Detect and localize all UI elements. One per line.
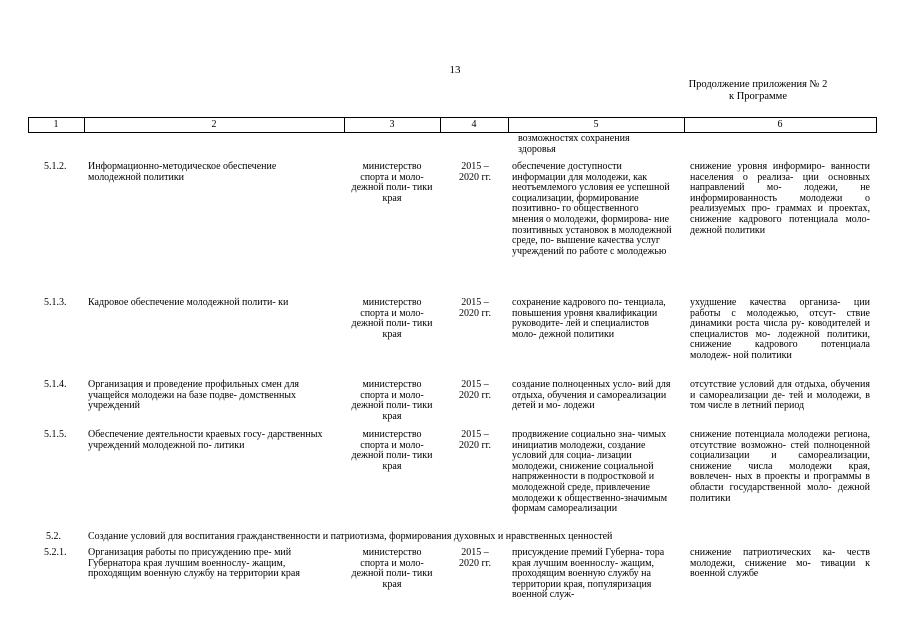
- row-name: Организация работы по присуждению пре- мий Губернатора края лучшим военнослу- жащим, проходящим военную службу на территории края: [88, 547, 300, 580]
- row-consequence: отсутствие условий для отдыха, обучения и самореализации де- тей и молодежи, в том числе в летний период: [690, 379, 870, 412]
- row-consequence: снижение потенциала молодежи региона, отсутствие возможно- стей полноценной социализации и самореализации, снижение числа молодежи края, вовлечен- ных в проекты и программы в области государственной моло- дежной политики: [690, 429, 870, 504]
- row-consequence: снижение уровня информиро- ванности населения о реализа- ции основных направлений мо- лодежи, не информированность молодежи о реализуемых про- граммах и проектах, снижение кадрового потенциала моло- дежной политики: [690, 161, 870, 236]
- row-executor: министерство спорта и моло- дежной поли- тики края: [351, 379, 433, 422]
- section-title: Создание условий для воспитания гражданственности и патриотизма, формирования духовных и нравственных ценностей: [88, 531, 613, 542]
- row-name: Организация и проведение профильных смен для учащейся молодежи на базе подве- домственных учреждений: [88, 379, 300, 412]
- header-divider: [876, 117, 877, 133]
- row-consequence: снижение патриотических ка- честв молодежи, снижение мо- тивации к военной службе: [690, 547, 870, 580]
- header-top-rule: [28, 117, 876, 118]
- carryover-text: возможностях сохранения здоровья: [518, 133, 630, 155]
- row-result: создание полноценных усло- вий для отдыха, обучения и самореализации детей и мо- лодежи: [512, 379, 671, 412]
- header-col-2: 2: [211, 119, 217, 130]
- header-col-6: 6: [777, 119, 783, 130]
- header-col-5: 5: [593, 119, 599, 130]
- section-number: 5.2.: [46, 531, 61, 542]
- continuation-heading: [640, 79, 876, 103]
- row-number: 5.2.1.: [44, 547, 67, 558]
- row-name: Информационно-методическое обеспечение молодежной политики: [88, 161, 277, 183]
- row-result: обеспечение доступности информации для молодежи, как неотъемлемого условия ее успешной социализации, формирование позитивно- го общественного мнения о молодежи, формирова- ние позитивных установок в молодежной среде, по- вышение качества услуг учреждений по работе с молодежью: [512, 161, 672, 257]
- row-result: присуждение премий Губерна- тора края лучшим военнослу- жащим, проходящим военную службу на территории края, популяризация военной служ-: [512, 547, 665, 601]
- row-result: сохранение кадрового по- тенциала, повышения уровня квалификации руководите- лей и специалистов моло- дежной политики: [512, 297, 666, 340]
- row-executor: министерство спорта и моло- дежной поли- тики края: [351, 547, 433, 590]
- row-result: продвижение социально зна- чимых инициатив молодежи, создание условий для социа- лизации молодежи, снижение социальной напряженности в подростковой и молодежной среде, привлечение молодежи к общественно-значимым формам самореализации: [512, 429, 668, 515]
- row-period: 2015 – 2020 гг.: [458, 429, 492, 451]
- page-number: 13: [449, 64, 461, 76]
- row-period: 2015 – 2020 гг.: [458, 547, 492, 569]
- row-number: 5.1.4.: [44, 379, 67, 390]
- row-number: 5.1.2.: [44, 161, 67, 172]
- row-executor: министерство спорта и моло- дежной поли- тики края: [351, 429, 433, 472]
- row-name: Обеспечение деятельности краевых госу- дарственных учреждений молодежной по- литики: [88, 429, 323, 451]
- row-name: Кадровое обеспечение молодежной полити- ки: [88, 297, 289, 308]
- row-executor: министерство спорта и моло- дежной поли- тики края: [351, 161, 433, 204]
- row-period: 2015 – 2020 гг.: [458, 297, 492, 319]
- header-bottom-rule: [28, 132, 876, 133]
- header-col-1: 1: [53, 119, 59, 130]
- row-consequence: ухудшение качества организа- ции работы с молодежью, отсут- ствие динамики роста числа ру- ководителей и специалистов мо- лодежной политики, снижение кадрового потенциала молодеж- ной политики: [690, 297, 870, 361]
- row-period: 2015 – 2020 гг.: [458, 379, 492, 401]
- continuation-line-1: Продолжение приложения № 2: [688, 79, 828, 90]
- header-col-4: 4: [471, 119, 477, 130]
- header-col-3: 3: [389, 119, 395, 130]
- row-number: 5.1.5.: [44, 429, 67, 440]
- row-executor: министерство спорта и моло- дежной поли- тики края: [351, 297, 433, 340]
- row-number: 5.1.3.: [44, 297, 67, 308]
- row-period: 2015 – 2020 гг.: [458, 161, 492, 183]
- continuation-line-2: к Программе: [729, 91, 787, 102]
